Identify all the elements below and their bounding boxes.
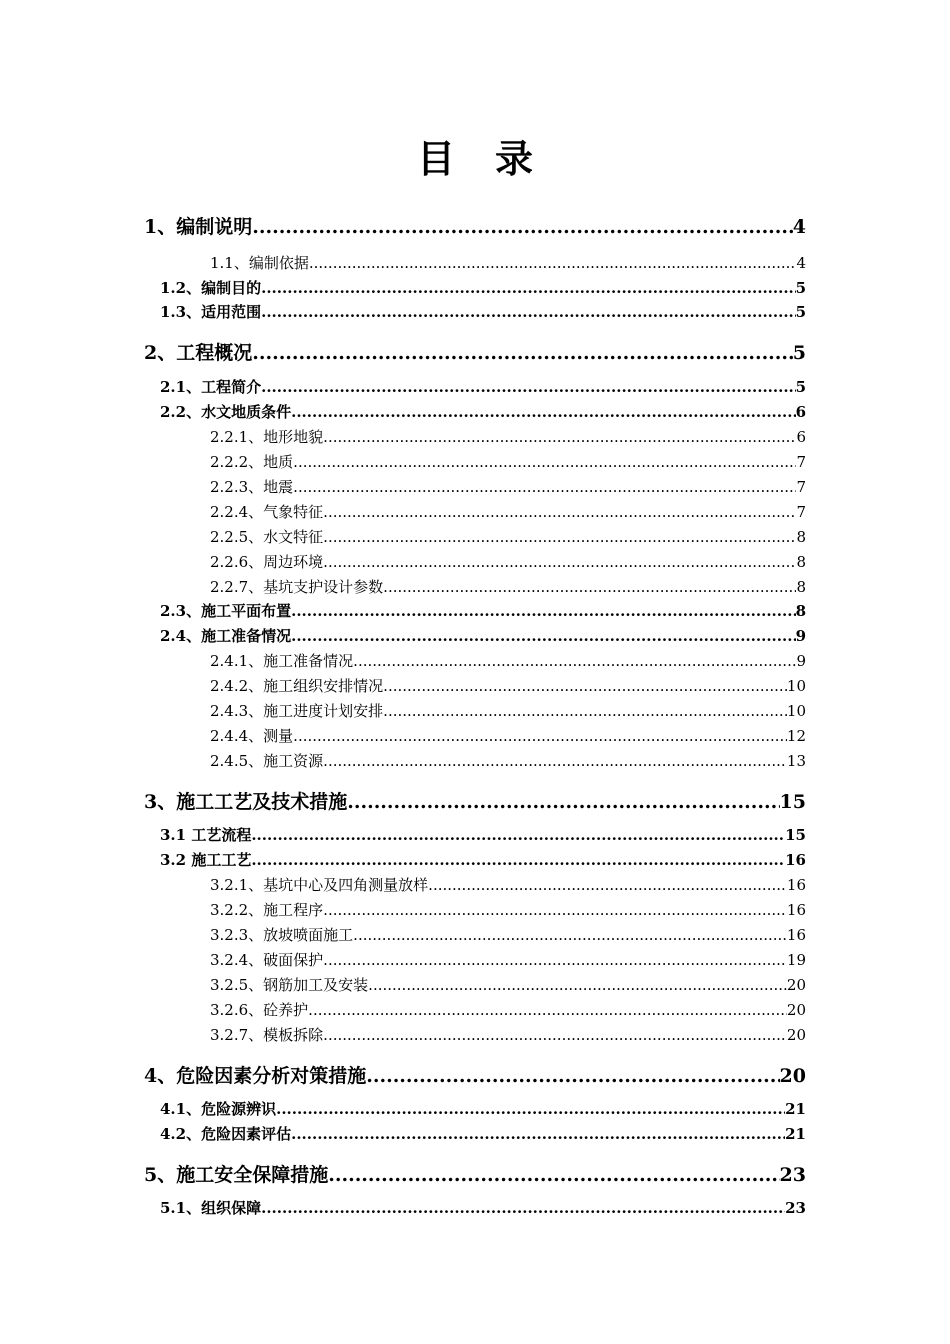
toc-entry-title: 2.3、施工平面布置 [160,602,292,620]
toc-entry-title: 2.2.5、水文特征 [210,528,324,546]
toc-entry-title: 2.2.4、气象特征 [210,503,324,521]
toc-page-number: 23 [779,1164,806,1186]
toc-entry[interactable] [144,1061,806,1088]
toc-entry-title: 3.2.3、放坡喷面施工 [210,926,354,944]
toc-dot-leader [323,428,796,446]
toc-dot-leader [291,403,795,421]
toc-entry-title: 2.2.1、地形地貌 [210,428,324,446]
toc-entry[interactable] [160,1098,806,1119]
toc-page-number: 23 [785,1199,806,1217]
toc-dot-leader [323,1026,787,1044]
toc-entry[interactable] [160,849,806,870]
toc-entry-title: 2、工程概况 [144,342,253,364]
toc-dot-leader [261,1199,785,1217]
toc-page-number: 20 [786,976,806,994]
toc-page-number: 6 [795,403,806,421]
toc-page-number: 8 [796,578,806,596]
toc-dot-leader [251,851,785,869]
toc-entry-title: 4、危险因素分析对策措施 [144,1065,367,1087]
toc-entry-title: 3.2 施工工艺 [160,851,252,869]
toc-entry-title: 5.1、组织保障 [160,1199,262,1217]
toc-dot-leader [291,627,795,645]
toc-dot-leader [252,216,793,238]
toc-page-number: 8 [796,553,806,571]
toc-dot-leader [323,901,787,919]
toc-dot-leader [366,1065,779,1087]
toc-entry-title: 2.4.4、测量 [210,727,294,745]
toc-page-number: 5 [795,378,806,396]
toc-page-number: 5 [792,342,806,364]
toc-page-number: 21 [785,1100,806,1118]
toc-dot-leader [323,528,796,546]
toc-entry[interactable] [144,1160,806,1187]
toc-page-number: 20 [786,1001,806,1019]
toc-dot-leader [323,752,787,770]
toc-entry[interactable] [160,277,806,298]
toc-page-number: 16 [786,926,806,944]
toc-dot-leader [383,702,787,720]
toc-entry-title: 2.4.5、施工资源 [210,752,324,770]
toc-dot-leader [252,342,793,364]
toc-dot-leader [353,926,787,944]
toc-entry-title: 2.2.2、地质 [210,453,294,471]
toc-entry[interactable] [210,576,806,597]
toc-entry[interactable] [210,551,806,572]
toc-entry[interactable] [210,426,806,447]
toc-entry[interactable] [144,338,806,365]
page-title [0,128,950,183]
toc-page-number: 9 [796,652,806,670]
toc-entry[interactable] [210,725,806,746]
toc-page-number: 7 [796,503,806,521]
toc-entry-title: 3.2.4、破面保护 [210,951,324,969]
toc-entry-title: 1.3、适用范围 [160,303,262,321]
toc-entry-title: 2.2.3、地震 [210,478,294,496]
toc-entry-title: 2.4.2、施工组织安排情况 [210,677,384,695]
toc-page-number: 12 [786,727,806,745]
toc-dot-leader [383,578,796,596]
toc-entry[interactable] [160,401,806,422]
toc-entry-title: 2.2、水文地质条件 [160,403,292,421]
toc-dot-leader [347,791,779,813]
toc-dot-leader [291,602,795,620]
toc-entry-title: 3.2.6、砼养护 [210,1001,309,1019]
toc-page-number: 15 [785,826,806,844]
toc-dot-leader [323,503,796,521]
toc-page-number: 5 [795,303,806,321]
toc-entry[interactable] [210,650,806,671]
toc-entry[interactable] [160,376,806,397]
toc-entry-title: 1.1、编制依据 [210,254,309,272]
toc-page-number: 16 [786,901,806,919]
toc-page-number: 16 [785,851,806,869]
toc-entry-title: 3.1 工艺流程 [160,826,252,844]
toc-page-number: 10 [786,702,806,720]
toc-entry[interactable] [160,301,806,322]
toc-dot-leader [428,876,787,894]
toc-page-number: 20 [786,1026,806,1044]
toc-entry[interactable] [160,1197,806,1218]
toc-page-number: 8 [795,602,806,620]
toc-dot-leader [293,453,796,471]
toc-page-number: 10 [786,677,806,695]
toc-entry-title: 2.2.6、周边环境 [210,553,324,571]
toc-page-number: 19 [786,951,806,969]
toc-entry-title: 5、施工安全保障措施 [144,1164,329,1186]
toc-dot-leader [368,976,787,994]
toc-entry[interactable] [210,675,806,696]
title-char-1: 目 [416,136,455,181]
toc-entry-title: 3、施工工艺及技术措施 [144,791,348,813]
toc-entry[interactable] [210,451,806,472]
toc-page-number: 4 [792,216,806,238]
toc-dot-leader [251,826,785,844]
toc-entry[interactable] [210,899,806,920]
toc-entry[interactable] [144,212,806,239]
toc-page-number: 16 [786,876,806,894]
toc-entry[interactable] [210,700,806,721]
toc-dot-leader [291,1125,785,1143]
toc-page-number: 20 [779,1065,806,1087]
toc-entry-title: 4.1、危险源辨识 [160,1100,277,1118]
toc-entry-title: 3.2.1、基坑中心及四角测量放样 [210,876,429,894]
toc-entry[interactable] [160,600,806,621]
toc-dot-leader [353,652,796,670]
toc-entry-title: 1.2、编制目的 [160,279,262,297]
toc-dot-leader [323,553,796,571]
toc-entry[interactable] [210,999,806,1020]
toc-entry-title: 2.4、施工准备情况 [160,627,292,645]
toc-entry[interactable] [210,874,806,895]
toc-entry-title: 1、编制说明 [144,216,253,238]
toc-entry-title: 4.2、危险因素评估 [160,1125,292,1143]
toc-entry-title: 2.4.3、施工进度计划安排 [210,702,384,720]
toc-entry[interactable] [210,974,806,995]
toc-dot-leader [328,1164,779,1186]
toc-entry[interactable] [144,787,806,814]
toc-dot-leader [261,378,795,396]
toc-page-number: 21 [785,1125,806,1143]
toc-page-number: 7 [796,453,806,471]
toc-entry-title: 2.1、工程简介 [160,378,262,396]
toc-entry[interactable] [210,949,806,970]
toc-dot-leader [261,303,795,321]
toc-entry-title: 3.2.7、模板拆除 [210,1026,324,1044]
toc-dot-leader [293,727,787,745]
toc-entry-title: 3.2.5、钢筋加工及安装 [210,976,369,994]
toc-entry[interactable] [210,924,806,945]
toc-page-number: 8 [796,528,806,546]
toc-page-number: 9 [795,627,806,645]
toc-entry[interactable] [210,252,806,273]
toc-entry[interactable] [210,750,806,771]
toc-page-number: 4 [796,254,806,272]
toc-dot-leader [308,1001,787,1019]
toc-entry[interactable] [210,1024,806,1045]
title-char-2: 录 [495,136,534,181]
toc-entry[interactable] [160,824,806,845]
toc-dot-leader [309,254,797,272]
toc-page-number: 15 [779,791,806,813]
toc-page-number: 7 [796,478,806,496]
toc-entry[interactable] [160,625,806,646]
toc-entry-title: 2.4.1、施工准备情况 [210,652,354,670]
toc-dot-leader [293,478,796,496]
toc-entry[interactable] [160,1123,806,1144]
toc-dot-leader [323,951,787,969]
toc-dot-leader [276,1100,785,1118]
toc-page-number: 6 [796,428,806,446]
toc-entry[interactable] [210,501,806,522]
toc-dot-leader [383,677,787,695]
toc-entry[interactable] [210,526,806,547]
toc-entry-title: 2.2.7、基坑支护设计参数 [210,578,384,596]
toc-entry[interactable] [210,476,806,497]
toc-page-number: 5 [795,279,806,297]
toc-entry-title: 3.2.2、施工程序 [210,901,324,919]
toc-dot-leader [261,279,795,297]
toc-page-number: 13 [786,752,806,770]
